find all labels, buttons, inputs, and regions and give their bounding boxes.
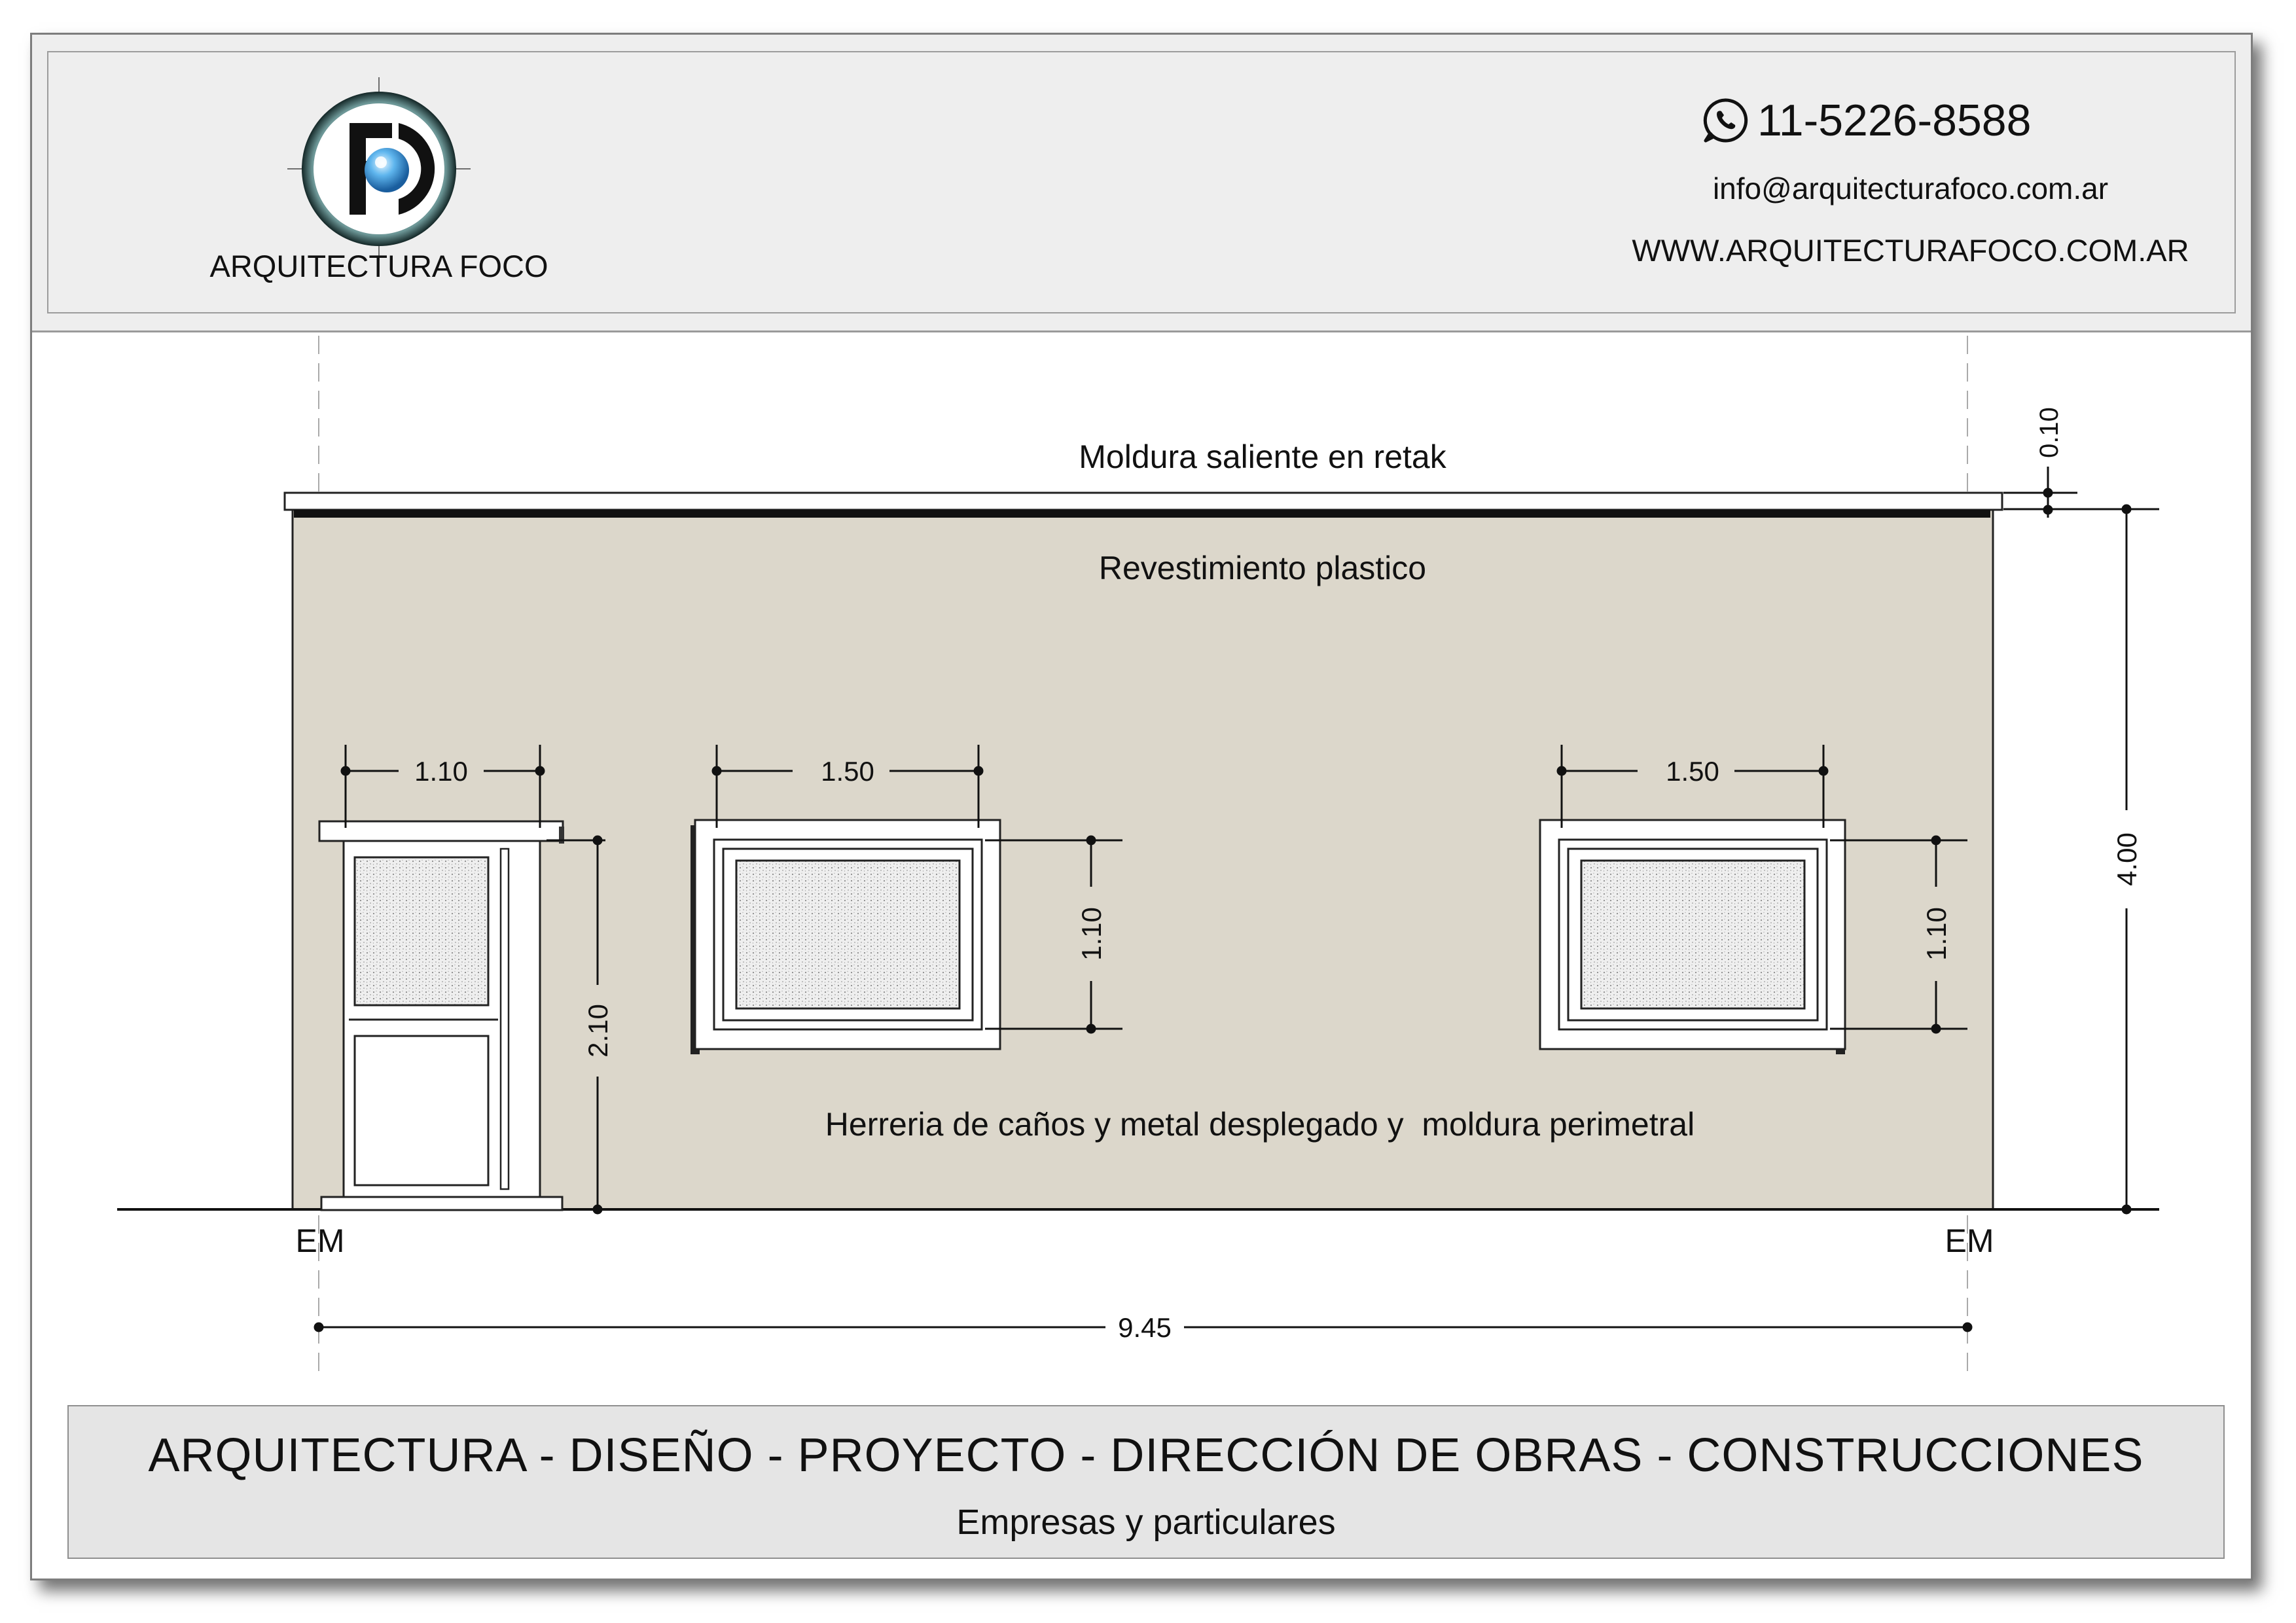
phone-number: 11-5226-8588 — [1757, 96, 2032, 145]
elevation-drawing — [32, 35, 2255, 1582]
drawing-sheet — [30, 33, 2253, 1580]
dim-window-right-width-label: 1.50 — [1666, 756, 1719, 787]
brand-name: ARQUITECTURA FOCO — [209, 249, 548, 283]
window-left-glass — [736, 861, 960, 1008]
dim-window-left-height-label: 1.10 — [1076, 907, 1107, 961]
label-em-right: EM — [1945, 1222, 1994, 1259]
label-em-left: EM — [295, 1222, 345, 1259]
label-molding: Moldura saliente en retak — [1079, 438, 1446, 475]
molding-shadow — [294, 510, 1990, 518]
title-block-footer — [67, 1405, 2225, 1559]
label-ironwork: Herreria de caños y metal desplegado y moldura perimetral — [825, 1106, 1695, 1143]
dim-door-width-label: 1.10 — [414, 756, 468, 787]
window-left — [691, 820, 1000, 1054]
dim-door-height-label: 2.10 — [583, 1004, 613, 1058]
dim-window-right-height-label: 1.10 — [1921, 907, 1952, 961]
dim-total-width-label: 9.45 — [1118, 1312, 1172, 1343]
top-molding — [285, 493, 2002, 510]
door-handle — [501, 849, 509, 1189]
email-address: info@arquitecturafoco.com.ar — [1712, 171, 2109, 205]
services-title: ARQUITECTURA - DISEÑO - PROYECTO - DIRECCIÓN DE OBRAS - CONSTRUCCIONES — [148, 1429, 2144, 1482]
door — [319, 821, 564, 1210]
door-lower-panel — [355, 1036, 488, 1185]
door-glass-panel — [355, 857, 488, 1005]
label-cladding: Revestimiento plastico — [1098, 550, 1427, 586]
window-right-glass — [1581, 861, 1804, 1008]
website-url: WWW.ARQUITECTURAFOCO.COM.AR — [1632, 233, 2189, 268]
services-subtitle: Empresas y particulares — [956, 1503, 1336, 1542]
door-threshold — [321, 1197, 562, 1210]
dim-total-height-label: 4.00 — [2111, 832, 2142, 886]
door-lintel — [319, 821, 563, 841]
dim-window-left-width-label: 1.50 — [821, 756, 874, 787]
window-right — [1540, 820, 1845, 1054]
dim-molding-thickness-label: 0.10 — [2035, 407, 2064, 458]
